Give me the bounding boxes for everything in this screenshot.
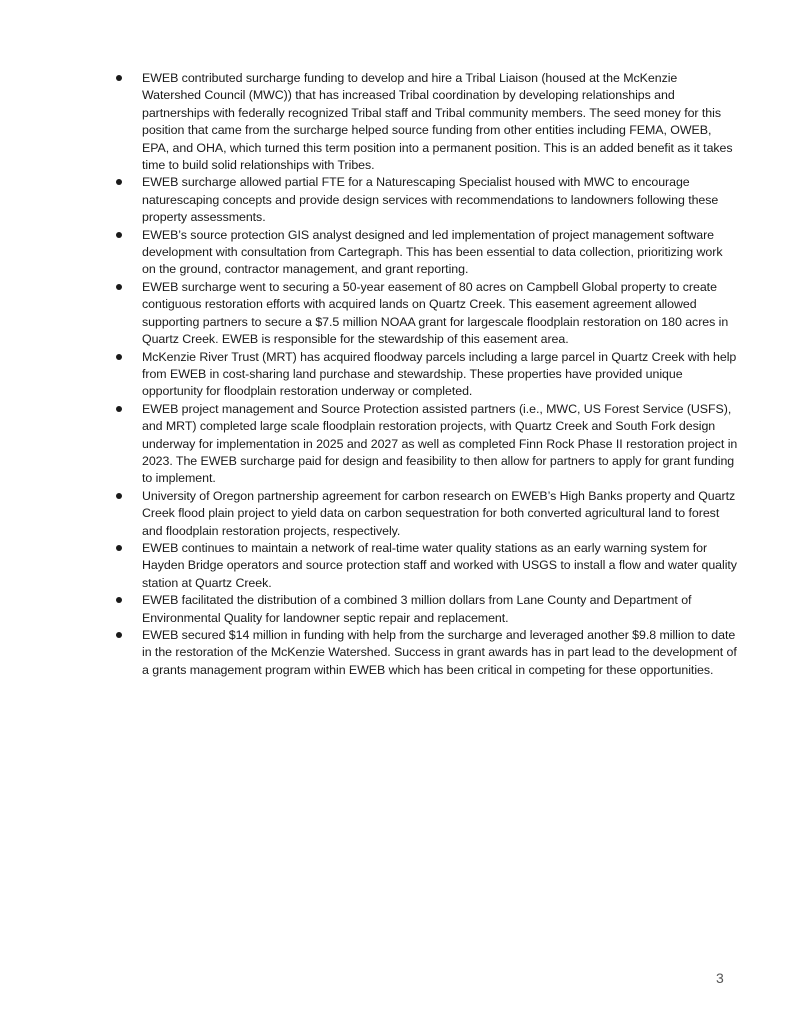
page-number: 3: [716, 970, 724, 986]
bullet-icon: [116, 545, 122, 551]
bullet-text: EWEB project management and Source Protection assisted partners (i.e., MWC, US Forest Service (USFS), and MRT) completed large scale floodplain restoration projects, with Quartz Creek and South Fork design underway for implementation in 2025 and 2027 as well as completed Finn Rock Phase II restoration project in 2023. The EWEB surcharge paid for design and feasibility to then allow for partners to apply for grant funding to implement.: [142, 401, 738, 486]
bullet-icon: [116, 406, 122, 412]
bullet-text: EWEB secured $14 million in funding with help from the surcharge and leveraged another $9.8 million to date in the restoration of the McKenzie Watershed. Success in grant awards has in part lead to the development of a grants management program within EWEB which has been critical in competing for these opportunities.: [142, 628, 737, 677]
list-item: [0, 227, 800, 279]
bullet-text: EWEB continues to maintain a network of real-time water quality stations as an early warning system for Hayden Bridge operators and source protection staff and worked with USGS to install a flow and water quality station at Quartz Creek.: [142, 540, 737, 590]
bullet-icon: [116, 179, 122, 185]
bullet-text: McKenzie River Trust (MRT) has acquired floodway parcels including a large parcel in Quartz Creek with help from EWEB in cost-sharing land purchase and stewardship. These properties have provided unique opportunity for floodplain restoration underway or completed.: [142, 349, 737, 399]
list-item: [0, 592, 800, 627]
list-item: [0, 70, 800, 174]
list-item: [0, 488, 800, 540]
bullet-text: EWEB’s source protection GIS analyst designed and led implementation of project management software development with consultation from Cartegraph. This has been essential to data collection, prioritizing work on the ground, contractor management, and grant reporting.: [142, 227, 723, 277]
bullet-list: [0, 70, 800, 679]
bullet-text: University of Oregon partnership agreement for carbon research on EWEB’s High Banks property and Quartz Creek flood plain project to yield data on carbon sequestration for both converted agricultural land to forest and floodplain restoration projects, respectively.: [142, 488, 736, 538]
bullet-text: EWEB contributed surcharge funding to develop and hire a Tribal Liaison (housed at the McKenzie Watershed Council (MWC)) that has increased Tribal coordination by developing relationships and partnerships with federally recognized Tribal staff and Tribal community members. The seed money for this position that came from the surcharge helped source funding from other entities including FEMA, OWEB, EPA, and OHA, which turned this term position into a permanent position. This is an added benefit as it takes time to build solid relationships with Tribes.: [142, 71, 733, 173]
bullet-text: EWEB surcharge allowed partial FTE for a Naturescaping Specialist housed with MWC to encourage naturescaping concepts and provide design services with recommendations to landowners following these property assessments.: [142, 175, 719, 225]
bullet-icon: [116, 632, 122, 638]
list-item: [0, 279, 800, 349]
bullet-icon: [116, 232, 122, 238]
bullet-icon: [116, 493, 122, 499]
bullet-icon: [116, 284, 122, 290]
list-item: [0, 349, 800, 401]
bullet-icon: [116, 354, 122, 360]
list-item: [0, 627, 800, 679]
bullet-text: EWEB facilitated the distribution of a combined 3 million dollars from Lane County and Department of Environmental Quality for landowner septic repair and replacement.: [142, 593, 692, 625]
bullet-icon: [116, 597, 122, 603]
list-item: [0, 540, 800, 592]
list-item: [0, 174, 800, 226]
bullet-icon: [116, 75, 122, 81]
bullet-text: EWEB surcharge went to securing a 50-year easement of 80 acres on Campbell Global property to create contiguous restoration efforts with acquired lands on Quartz Creek. This easement agreement allowed supporting partners to secure a $7.5 million NOAA grant for largescale floodplain restoration on 180 acres in Quartz Creek. EWEB is responsible for the stewardship of this easement area.: [142, 279, 729, 347]
list-item: [0, 401, 800, 488]
